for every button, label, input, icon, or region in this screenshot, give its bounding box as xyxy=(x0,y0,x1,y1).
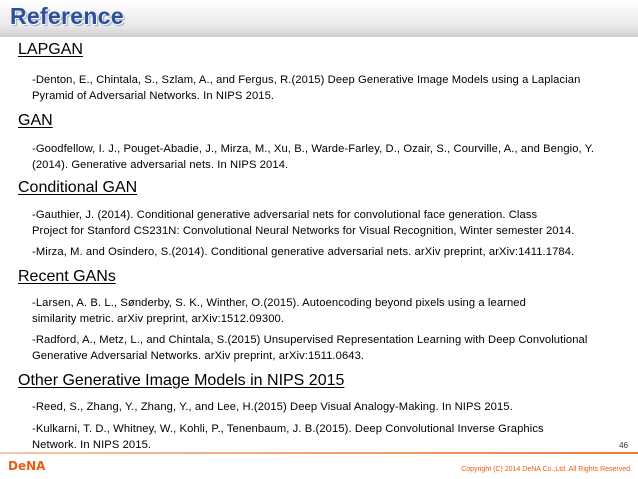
reference-line: Network. In NIPS 2015. xyxy=(32,439,152,451)
reference-line: -Mirza, M. and Osindero, S.(2014). Conditional generative adversarial nets. arXiv preprint, arXiv:1411.1784. xyxy=(32,246,575,258)
reference-line: -Gauthier, J. (2014). Conditional generative adversarial nets for convolutional face generation. Class xyxy=(32,209,538,221)
section-heading-conditional-gan: Conditional GAN xyxy=(18,179,138,196)
footer-divider xyxy=(0,452,638,454)
section-heading-gan: GAN xyxy=(18,112,53,129)
reference-item xyxy=(32,421,622,453)
reference-line: (2014). Generative adversarial nets. In NIPS 2014. xyxy=(32,159,289,171)
reference-line: Pyramid of Adversarial Networks. In NIPS 2015. xyxy=(32,90,275,102)
reference-line: Generative Adversarial Networks. arXiv preprint, arXiv:1511.0643. xyxy=(32,350,365,362)
reference-item xyxy=(32,72,622,104)
slide-title: Reference xyxy=(10,3,124,29)
reference-line: -Larsen, A. B. L., Sønderby, S. K., Winther, O.(2015). Autoencoding beyond pixels using a learned xyxy=(32,297,526,309)
reference-item xyxy=(32,332,622,364)
reference-item xyxy=(32,207,622,239)
reference-item xyxy=(32,399,622,415)
section-heading-lapgan: LAPGAN xyxy=(18,41,83,58)
section-heading-other-generative-models: Other Generative Image Models in NIPS 2015 xyxy=(18,372,345,389)
reference-item xyxy=(32,141,622,173)
reference-item xyxy=(32,295,622,327)
dena-logo: DeNA xyxy=(8,459,46,473)
reference-item xyxy=(32,244,622,260)
section-heading-recent-gans: Recent GANs xyxy=(18,268,116,285)
reference-line: -Denton, E., Chintala, S., Szlam, A., and Fergus, R.(2015) Deep Generative Image Models using a Laplacian xyxy=(32,74,581,86)
reference-line: similarity metric. arXiv preprint, arXiv:1512.09300. xyxy=(32,313,285,325)
reference-line: -Kulkarni, T. D., Whitney, W., Kohli, P., Tenenbaum, J. B.(2015). Deep Convolutional Inverse Graphics xyxy=(32,423,544,435)
reference-line: -Goodfellow, I. J., Pouget-Abadie, J., Mirza, M., Xu, B., Warde-Farley, D., Ozair, S., Courville, A., and Bengio, Y. xyxy=(32,143,595,155)
reference-line: Project for Stanford CS231N: Convolutional Neural Networks for Visual Recognition, Winter semester 2014. xyxy=(32,225,575,237)
reference-line: -Reed, S., Zhang, Y., Zhang, Y., and Lee, H.(2015) Deep Visual Analogy-Making. In NIPS 2015. xyxy=(32,401,513,413)
copyright-notice: Copyright (C) 2014 DeNA Co.,Ltd. All Rights Reserved. xyxy=(461,466,632,473)
page-number: 46 xyxy=(619,441,628,450)
reference-line: -Radford, A., Metz, L., and Chintala, S.(2015) Unsupervised Representation Learning with Deep Convolutional xyxy=(32,334,588,346)
